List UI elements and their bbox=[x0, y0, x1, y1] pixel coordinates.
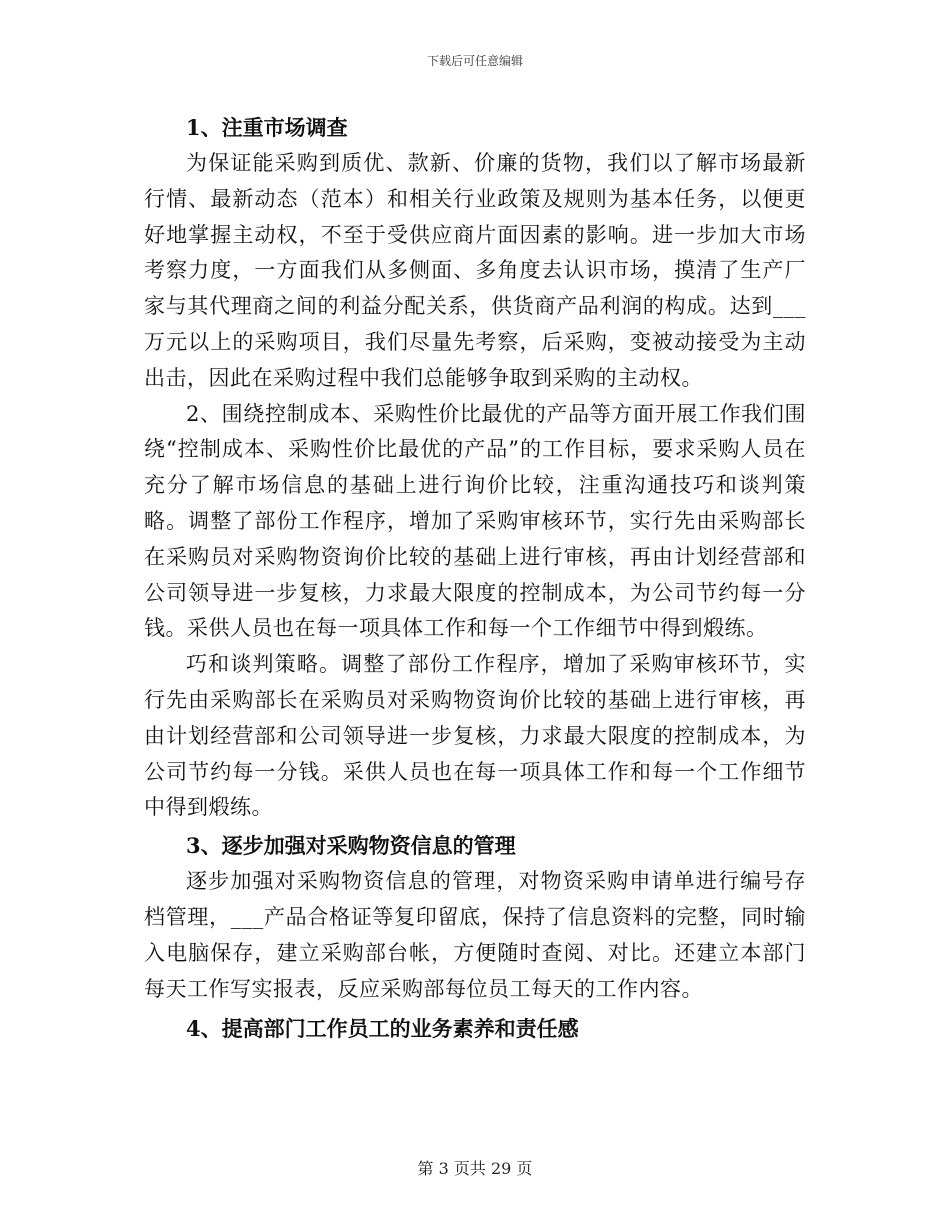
page-footer-number: 第 3 页共 29 页 bbox=[417, 1159, 533, 1178]
section-heading-info-management: 3、逐步加强对采购物资信息的管理 bbox=[186, 833, 516, 859]
paragraph-cost-control: 2、围绕控制成本、采购性价比最优的产品等方面开展工作我们围绕“控制成本、采购性价比最优的产品”的工作目标，要求采购人员在充分了解市场信息的基础上进行询价比较，注重沟通技巧和谈判策略。调整了部份工作程序，增加了采购审核环节，实行先由采购部长在采购员对采购物资询价比较的基础上进行审核，再由计划经营部和公司领导进一步复核，力求最大限度的控制成本，为公司节约每一分钱。采供人员也在每一项具体工作和每一个工作细节中得到煅练。 bbox=[144, 401, 806, 641]
paragraph-negotiation: 巧和谈判策略。调整了部份工作程序，增加了采购审核环节，实行先由采购部长在采购员对采购物资询价比较的基础上进行审核，再由计划经营部和公司领导进一步复核，力求最大限度的控制成本，为公司节约每一分钱。采供人员也在每一项具体工作和每一个工作细节中得到煅练。 bbox=[144, 652, 806, 820]
document-body bbox=[144, 110, 806, 1047]
page-header-note: 下载后可任意编辑 bbox=[426, 54, 523, 68]
section-heading-staff-quality: 4、提高部门工作员工的业务素养和责任感 bbox=[186, 1016, 579, 1042]
paragraph-info-management: 逐步加强对采购物资信息的管理，对物资采购申请单进行编号存档管理，___产品合格证等复印留底，保持了信息资料的完整，同时输入电脑保存，建立采购部台帐，方便随时查阅、对比。还建立本部门每天工作写实报表，反应采购部每位员工每天的工作内容。 bbox=[144, 869, 806, 1001]
paragraph-market-research: 为保证能采购到质优、款新、价廉的货物，我们以了解市场最新行情、最新动态（范本）和相关行业政策及规则为基本任务，以便更好地掌握主动权，不至于受供应商片面因素的影响。进一步加大市场考察力度，一方面我们从多侧面、多角度去认识市场，摸清了生产厂家与其代理商之间的利益分配关系，供货商产品利润的构成。达到___万元以上的采购项目，我们尽量先考察，后采购，变被动接受为主动出击，因此在采购过程中我们总能够争取到采购的主动权。 bbox=[144, 151, 806, 390]
section-heading-market-research: 1、注重市场调查 bbox=[186, 115, 348, 140]
